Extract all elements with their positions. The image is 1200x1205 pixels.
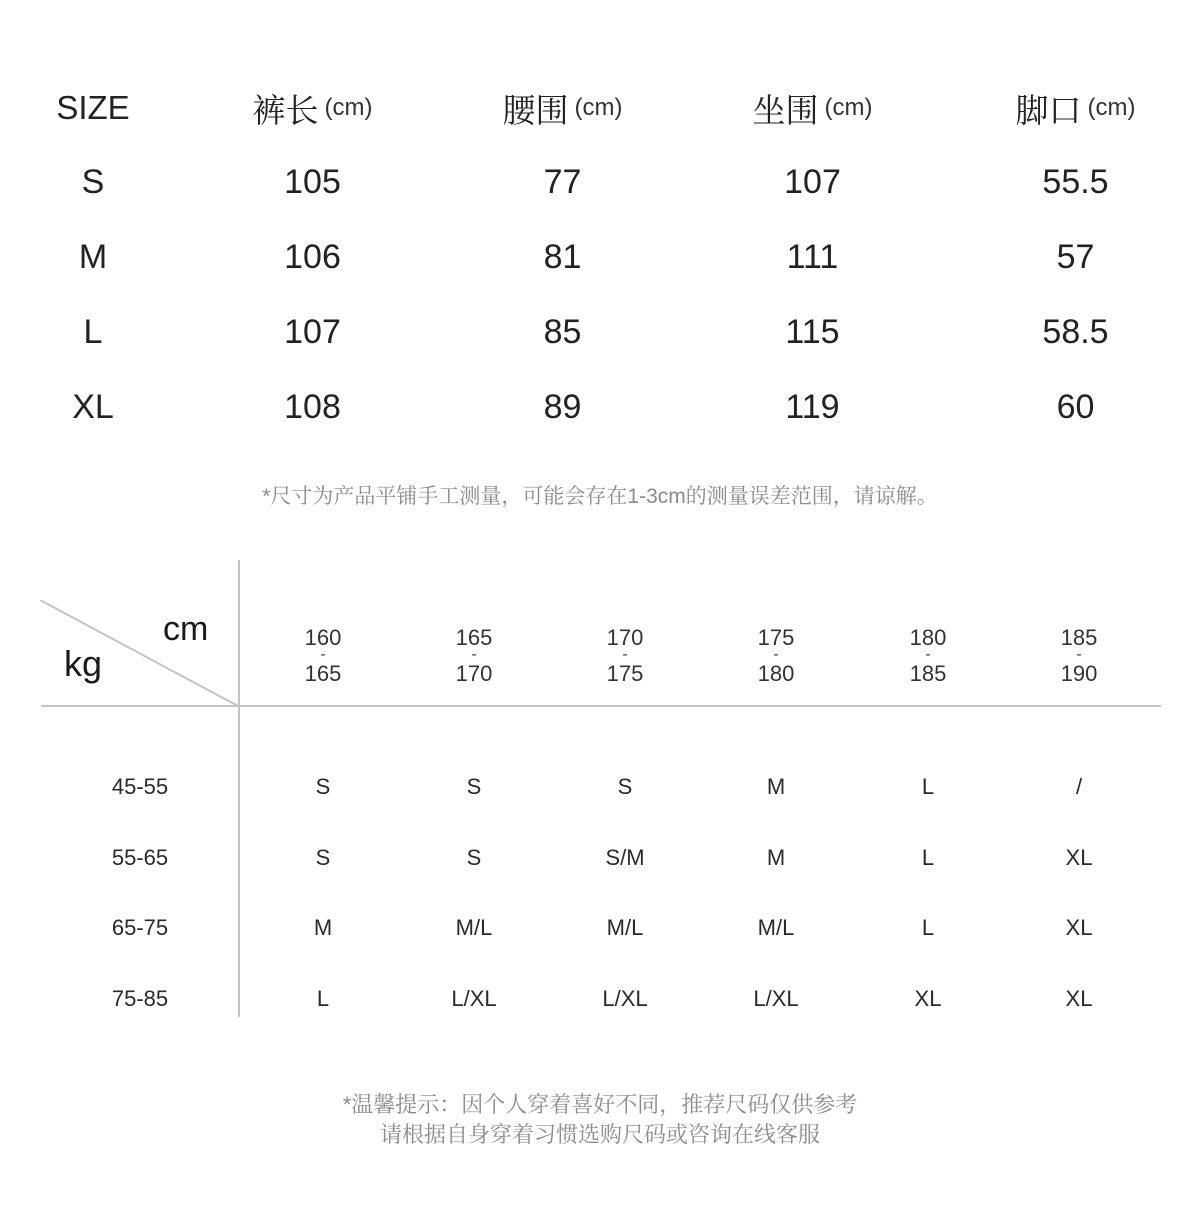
weight-range: 75-85: [111, 986, 169, 1011]
tip-line-1: *温馨提示：因个人穿着喜好不同，推荐尺码仅供参考: [342, 1092, 858, 1117]
table-row: [0, 152, 1200, 212]
size-recommendation: XL: [1065, 986, 1093, 1011]
size-recommendation: M/L: [606, 915, 644, 940]
size-cell: S: [81, 162, 105, 201]
value-cell: 111: [786, 237, 839, 276]
size-recommendation: S: [466, 845, 482, 870]
height-to: 180: [757, 661, 795, 686]
range-dash: -: [622, 646, 628, 663]
recommend-row: [0, 767, 1200, 807]
size-recommendation: /: [1075, 774, 1083, 799]
tip-line-2: 请根据自身穿着习惯选购尺码或咨询在线客服: [379, 1122, 820, 1147]
header-unit: (cm): [574, 94, 623, 121]
height-to: 165: [304, 661, 342, 686]
size-recommendation: L: [316, 986, 330, 1011]
weight-range: 45-55: [111, 774, 169, 799]
value-cell: 89: [543, 387, 582, 426]
value-cell: 115: [785, 312, 840, 351]
size-recommendation: L: [921, 845, 935, 870]
size-recommendation: S: [617, 774, 633, 799]
range-dash: -: [1076, 646, 1082, 663]
height-range: [248, 620, 398, 692]
table-row: [0, 227, 1200, 287]
size-recommendation: S: [315, 845, 331, 870]
value-cell: 119: [785, 387, 840, 426]
height-range: [701, 620, 851, 692]
size-recommendation: XL: [1065, 845, 1093, 870]
size-recommendation: S: [315, 774, 331, 799]
size-recommendation: M: [313, 915, 333, 940]
value-cell: 60: [1056, 387, 1095, 426]
recommend-row: [0, 908, 1200, 948]
table-row: [0, 302, 1200, 362]
range-dash: -: [773, 646, 779, 663]
size-cell: XL: [72, 387, 114, 426]
height-range: [399, 620, 549, 692]
header-unit: (cm): [824, 94, 873, 121]
value-cell: 108: [284, 387, 341, 426]
height-from: 160: [304, 625, 342, 650]
height-to: 190: [1060, 661, 1098, 686]
size-recommendation: S: [466, 774, 482, 799]
size-recommendation: L/XL: [602, 986, 648, 1011]
range-dash: -: [925, 646, 931, 663]
size-recommendation: M: [766, 845, 786, 870]
size-cell: M: [78, 237, 108, 276]
size-recommendation: L/XL: [753, 986, 799, 1011]
value-cell: 107: [784, 162, 841, 201]
header-unit: (cm): [1087, 94, 1136, 121]
height-from: 185: [1060, 625, 1098, 650]
value-cell: 57: [1056, 237, 1095, 276]
height-from: 180: [909, 625, 947, 650]
measurement-note: *尺寸为产品平铺手工测量，可能会存在1-3cm的测量误差范围，请谅解。: [262, 485, 938, 508]
size-recommendation: M/L: [757, 915, 795, 940]
header-leg-opening: [978, 78, 1173, 138]
size-cell: L: [83, 312, 103, 351]
weight-axis-label: kg: [64, 643, 103, 684]
header-waist: [465, 78, 660, 138]
header-label: 脚口: [1015, 91, 1082, 129]
size-recommendation: XL: [914, 986, 942, 1011]
height-range: [1004, 620, 1154, 692]
size-recommendation: L: [921, 774, 935, 799]
size-recommendation: L: [921, 915, 935, 940]
value-cell: 81: [543, 237, 582, 276]
size-recommendation: S/M: [605, 845, 645, 870]
header-unit: (cm): [324, 94, 373, 121]
value-cell: 107: [284, 312, 341, 351]
size-recommendation: M/L: [455, 915, 493, 940]
size-table-header: [0, 78, 1200, 138]
header-label: 腰围: [502, 91, 569, 129]
height-axis-label: cm: [163, 610, 209, 648]
value-cell: 58.5: [1042, 312, 1109, 351]
height-from: 170: [606, 625, 644, 650]
size-recommendation: L/XL: [451, 986, 497, 1011]
size-recommendation: XL: [1065, 915, 1093, 940]
height-to: 185: [909, 661, 947, 686]
table-row: [0, 377, 1200, 437]
value-cell: 105: [284, 162, 341, 201]
header-hip: [715, 78, 910, 138]
range-dash: -: [320, 646, 326, 663]
weight-range: 65-75: [111, 915, 169, 940]
height-from: 175: [757, 625, 795, 650]
header-label: 坐围: [752, 91, 819, 129]
header-label: 裤长: [252, 91, 319, 129]
height-range: [550, 620, 700, 692]
height-from: 165: [455, 625, 493, 650]
value-cell: 85: [543, 312, 582, 351]
value-cell: 55.5: [1042, 162, 1109, 201]
value-cell: 106: [284, 237, 341, 276]
height-to: 170: [455, 661, 493, 686]
range-dash: -: [471, 646, 477, 663]
weight-range: 55-65: [111, 845, 169, 870]
header-size: SIZE: [56, 89, 130, 126]
recommend-row: [0, 979, 1200, 1019]
value-cell: 77: [543, 162, 582, 201]
height-range: [853, 620, 1003, 692]
recommend-row: [0, 838, 1200, 878]
header-length: [215, 78, 410, 138]
height-to: 175: [606, 661, 644, 686]
size-recommendation: M: [766, 774, 786, 799]
